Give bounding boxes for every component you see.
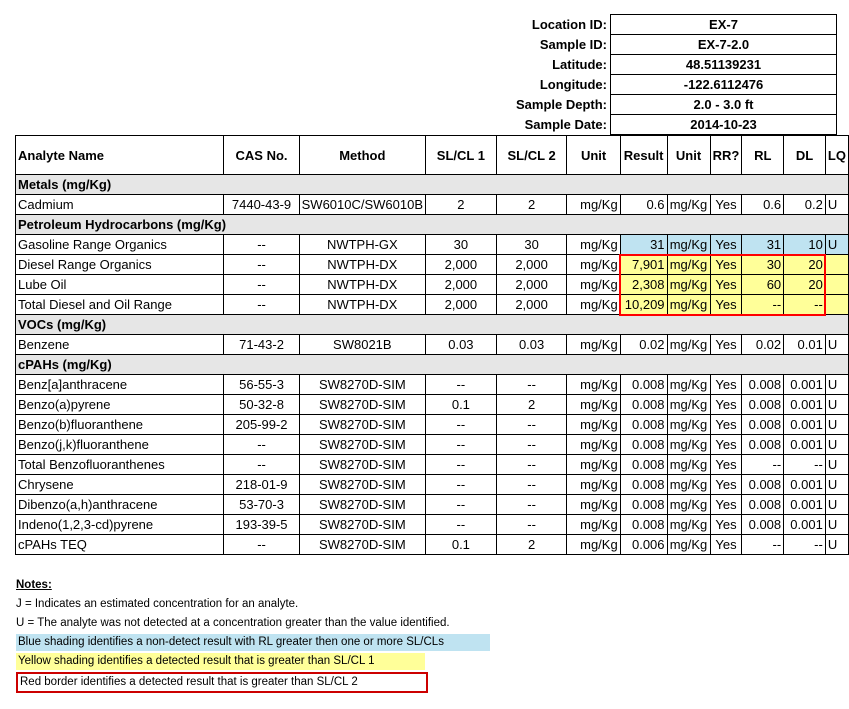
cell-result: 0.008 [620,515,667,535]
cell-result-unit: mg/Kg [667,415,710,435]
cell-result: 0.008 [620,495,667,515]
cell-slcl2: 2 [496,395,567,415]
cell-analyte-name: Indeno(1,2,3-cd)pyrene [16,515,224,535]
cell-cas-no: -- [224,535,299,555]
cell-unit: mg/Kg [567,395,620,415]
cell-rr: Yes [710,335,742,355]
group-title: cPAHs (mg/Kg) [16,355,849,375]
cell-rr: Yes [710,535,742,555]
cell-slcl2: 2 [496,535,567,555]
cell-method: SW8270D-SIM [299,515,425,535]
cell-cas-no: -- [224,275,299,295]
cell-cas-no: 53-70-3 [224,495,299,515]
cell-slcl1: 30 [426,235,497,255]
notes-section [16,576,490,694]
cell-dl: 0.001 [784,415,826,435]
cell-analyte-name: Benz[a]anthracene [16,375,224,395]
cell-method: SW8270D-SIM [299,495,425,515]
cell-slcl2: -- [496,515,567,535]
cell-slcl1: -- [426,515,497,535]
cell-cas-no: -- [224,255,299,275]
cell-slcl1: 0.1 [426,395,497,415]
cell-slcl1: -- [426,495,497,515]
cell-result: 0.6 [620,195,667,215]
cell-rl: 60 [742,275,784,295]
cell-unit: mg/Kg [567,275,620,295]
cell-method: NWTPH-DX [299,295,425,315]
cell-result-unit: mg/Kg [667,235,710,255]
cell-unit: mg/Kg [567,195,620,215]
table-row [16,515,849,535]
cell-dl: 0.2 [784,195,826,215]
cell-rl: 0.008 [742,415,784,435]
table-row [16,435,849,455]
cell-slcl1: 2 [426,195,497,215]
info-label: Sample ID: [539,37,607,52]
cell-analyte-name: Benzo(j,k)fluoranthene [16,435,224,455]
cell-slcl1: -- [426,475,497,495]
cell-dl: -- [784,295,826,315]
cell-rl: 30 [742,255,784,275]
cell-unit: mg/Kg [567,235,620,255]
group-title: Metals (mg/Kg) [16,175,849,195]
cell-cas-no: 218-01-9 [224,475,299,495]
cell-result: 0.008 [620,455,667,475]
cell-rl: 0.02 [742,335,784,355]
cell-result-unit: mg/Kg [667,475,710,495]
cell-cas-no: 205-99-2 [224,415,299,435]
group-header-row [16,355,849,375]
cell-result: 0.008 [620,475,667,495]
cell-result: 7,901 [620,255,667,275]
cell-lq [825,295,848,315]
cell-lq: U [825,435,848,455]
cell-rl: 0.008 [742,395,784,415]
info-value: 2.0 - 3.0 ft [611,95,837,115]
col-slcl1: SL/CL 1 [426,136,497,175]
cell-slcl2: -- [496,475,567,495]
cell-lq: U [825,235,848,255]
cell-lq: U [825,475,848,495]
col-dl: DL [784,136,826,175]
cell-analyte-name: Benzo(a)pyrene [16,395,224,415]
cell-slcl2: -- [496,495,567,515]
cell-analyte-name: Cadmium [16,195,224,215]
cell-slcl2: -- [496,455,567,475]
cell-slcl1: -- [426,415,497,435]
note-red-border: Red border identifies a detected result that is greater than SL/CL 2 [16,672,428,693]
cell-lq: U [825,195,848,215]
cell-result: 0.02 [620,335,667,355]
info-label: Location ID: [531,17,607,32]
cell-rr: Yes [710,415,742,435]
cell-lq: U [825,335,848,355]
cell-unit: mg/Kg [567,415,620,435]
cell-dl: 0.001 [784,375,826,395]
cell-cas-no: -- [224,295,299,315]
cell-analyte-name: Benzene [16,335,224,355]
cell-rr: Yes [710,515,742,535]
cell-method: SW8270D-SIM [299,395,425,415]
cell-unit: mg/Kg [567,455,620,475]
col-rr: RR? [710,136,742,175]
info-value: EX-7 [611,15,837,35]
info-label: Sample Depth: [515,97,607,112]
table-row [16,275,849,295]
col-result-unit: Unit [667,136,710,175]
info-value: 2014-10-23 [611,115,837,135]
cell-result-unit: mg/Kg [667,435,710,455]
table-row [16,455,849,475]
cell-result: 10,209 [620,295,667,315]
cell-lq [825,275,848,295]
cell-slcl2: 2,000 [496,295,567,315]
cell-unit: mg/Kg [567,335,620,355]
cell-method: SW8021B [299,335,425,355]
group-title: VOCs (mg/Kg) [16,315,849,335]
cell-slcl2: 2,000 [496,275,567,295]
cell-rr: Yes [710,195,742,215]
table-row [16,395,849,415]
cell-dl: 20 [784,255,826,275]
cell-result-unit: mg/Kg [667,395,710,415]
col-lq: LQ [825,136,848,175]
cell-result: 0.008 [620,375,667,395]
header-row [16,136,849,175]
cell-slcl2: 0.03 [496,335,567,355]
note-yellow-shading: Yellow shading identifies a detected result that is greater than SL/CL 1 [16,653,425,670]
cell-lq: U [825,455,848,475]
table-row [16,255,849,275]
cell-slcl2: -- [496,415,567,435]
cell-lq: U [825,415,848,435]
col-slcl2: SL/CL 2 [496,136,567,175]
cell-slcl1: 2,000 [426,275,497,295]
cell-slcl1: 2,000 [426,255,497,275]
note-u: U = The analyte was not detected at a concentration greater than the value identified. [16,617,450,629]
col-result: Result [620,136,667,175]
cell-rl: 0.008 [742,515,784,535]
cell-result: 2,308 [620,275,667,295]
cell-dl: 0.001 [784,395,826,415]
cell-unit: mg/Kg [567,435,620,455]
cell-rr: Yes [710,295,742,315]
cell-analyte-name: Gasoline Range Organics [16,235,224,255]
cell-rl: 0.6 [742,195,784,215]
cell-rr: Yes [710,375,742,395]
cell-dl: 0.001 [784,495,826,515]
col-cas-no: CAS No. [224,136,299,175]
cell-result: 31 [620,235,667,255]
cell-rl: 0.008 [742,475,784,495]
table-row [16,495,849,515]
cell-result-unit: mg/Kg [667,335,710,355]
col-rl: RL [742,136,784,175]
cell-result-unit: mg/Kg [667,455,710,475]
info-row [0,35,837,55]
cell-result: 0.008 [620,395,667,415]
cell-lq: U [825,535,848,555]
cell-slcl2: -- [496,375,567,395]
cell-analyte-name: Diesel Range Organics [16,255,224,275]
table-row [16,195,849,215]
cell-dl: -- [784,535,826,555]
cell-dl: 20 [784,275,826,295]
cell-result-unit: mg/Kg [667,295,710,315]
cell-method: SW8270D-SIM [299,535,425,555]
col-analyte-name: Analyte Name [16,136,224,175]
group-title: Petroleum Hydrocarbons (mg/Kg) [16,215,849,235]
table-row [16,415,849,435]
cell-rr: Yes [710,495,742,515]
cell-analyte-name: Total Benzofluoranthenes [16,455,224,475]
cell-unit: mg/Kg [567,375,620,395]
cell-unit: mg/Kg [567,475,620,495]
table-row [16,475,849,495]
sample-info-table [0,14,837,135]
table-row [16,235,849,255]
cell-rl: 0.008 [742,375,784,395]
cell-method: NWTPH-DX [299,275,425,295]
group-header-row [16,215,849,235]
cell-cas-no: -- [224,235,299,255]
cell-rr: Yes [710,255,742,275]
table-row [16,295,849,315]
cell-method: SW8270D-SIM [299,375,425,395]
cell-dl: 0.001 [784,435,826,455]
cell-rr: Yes [710,455,742,475]
info-row [0,95,837,115]
cell-rr: Yes [710,235,742,255]
cell-rr: Yes [710,395,742,415]
table-row [16,335,849,355]
cell-result: 0.008 [620,415,667,435]
cell-lq: U [825,495,848,515]
cell-slcl1: 2,000 [426,295,497,315]
cell-cas-no: 193-39-5 [224,515,299,535]
cell-analyte-name: cPAHs TEQ [16,535,224,555]
cell-slcl2: 30 [496,235,567,255]
cell-rr: Yes [710,275,742,295]
cell-slcl1: 0.1 [426,535,497,555]
cell-rl: 0.008 [742,435,784,455]
cell-analyte-name: Total Diesel and Oil Range [16,295,224,315]
cell-method: SW6010C/SW6010B [299,195,425,215]
cell-lq: U [825,395,848,415]
table-row [16,375,849,395]
cell-dl: 0.001 [784,515,826,535]
cell-rr: Yes [710,435,742,455]
group-header-row [16,175,849,195]
cell-result-unit: mg/Kg [667,255,710,275]
cell-rr: Yes [710,475,742,495]
cell-rl: -- [742,535,784,555]
cell-rl: 0.008 [742,495,784,515]
cell-lq: U [825,515,848,535]
info-label: Longitude: [539,77,607,92]
note-blue-shading: Blue shading identifies a non-detect result with RL greater then one or more SL/CLs [16,634,490,651]
cell-method: NWTPH-DX [299,255,425,275]
cell-unit: mg/Kg [567,535,620,555]
cell-slcl2: -- [496,435,567,455]
cell-slcl2: 2 [496,195,567,215]
cell-method: NWTPH-GX [299,235,425,255]
cell-result-unit: mg/Kg [667,375,710,395]
note-j: J = Indicates an estimated concentration for an analyte. [16,598,299,610]
cell-rl: 31 [742,235,784,255]
cell-cas-no: 50-32-8 [224,395,299,415]
cell-result-unit: mg/Kg [667,535,710,555]
cell-result: 0.008 [620,435,667,455]
cell-cas-no: -- [224,435,299,455]
table-row [16,535,849,555]
cell-slcl1: -- [426,435,497,455]
cell-method: SW8270D-SIM [299,455,425,475]
cell-result-unit: mg/Kg [667,195,710,215]
cell-dl: 10 [784,235,826,255]
cell-unit: mg/Kg [567,495,620,515]
cell-slcl1: -- [426,455,497,475]
cell-method: SW8270D-SIM [299,435,425,455]
cell-dl: 0.01 [784,335,826,355]
cell-result-unit: mg/Kg [667,515,710,535]
info-row [0,75,837,95]
cell-cas-no: 7440-43-9 [224,195,299,215]
cell-result: 0.006 [620,535,667,555]
cell-cas-no: 71-43-2 [224,335,299,355]
cell-slcl1: 0.03 [426,335,497,355]
cell-dl: -- [784,455,826,475]
cell-method: SW8270D-SIM [299,415,425,435]
cell-analyte-name: Dibenzo(a,h)anthracene [16,495,224,515]
cell-cas-no: -- [224,455,299,475]
cell-result-unit: mg/Kg [667,275,710,295]
cell-rl: -- [742,455,784,475]
info-label: Sample Date: [524,117,607,132]
info-row [0,55,837,75]
info-value: 48.51139231 [611,55,837,75]
cell-unit: mg/Kg [567,515,620,535]
cell-analyte-name: Chrysene [16,475,224,495]
cell-result-unit: mg/Kg [667,495,710,515]
cell-slcl1: -- [426,375,497,395]
cell-rl: -- [742,295,784,315]
results-table [15,135,849,555]
cell-cas-no: 56-55-3 [224,375,299,395]
info-row [0,115,837,135]
cell-analyte-name: Lube Oil [16,275,224,295]
cell-analyte-name: Benzo(b)fluoranthene [16,415,224,435]
group-header-row [16,315,849,335]
col-unit: Unit [567,136,620,175]
cell-lq [825,255,848,275]
cell-unit: mg/Kg [567,255,620,275]
cell-slcl2: 2,000 [496,255,567,275]
col-method: Method [299,136,425,175]
notes-title: Notes: [16,579,52,591]
cell-dl: 0.001 [784,475,826,495]
cell-method: SW8270D-SIM [299,475,425,495]
cell-lq: U [825,375,848,395]
info-value: -122.6112476 [611,75,837,95]
info-value: EX-7-2.0 [611,35,837,55]
cell-unit: mg/Kg [567,295,620,315]
info-label: Latitude: [552,57,607,72]
info-row [0,15,837,35]
